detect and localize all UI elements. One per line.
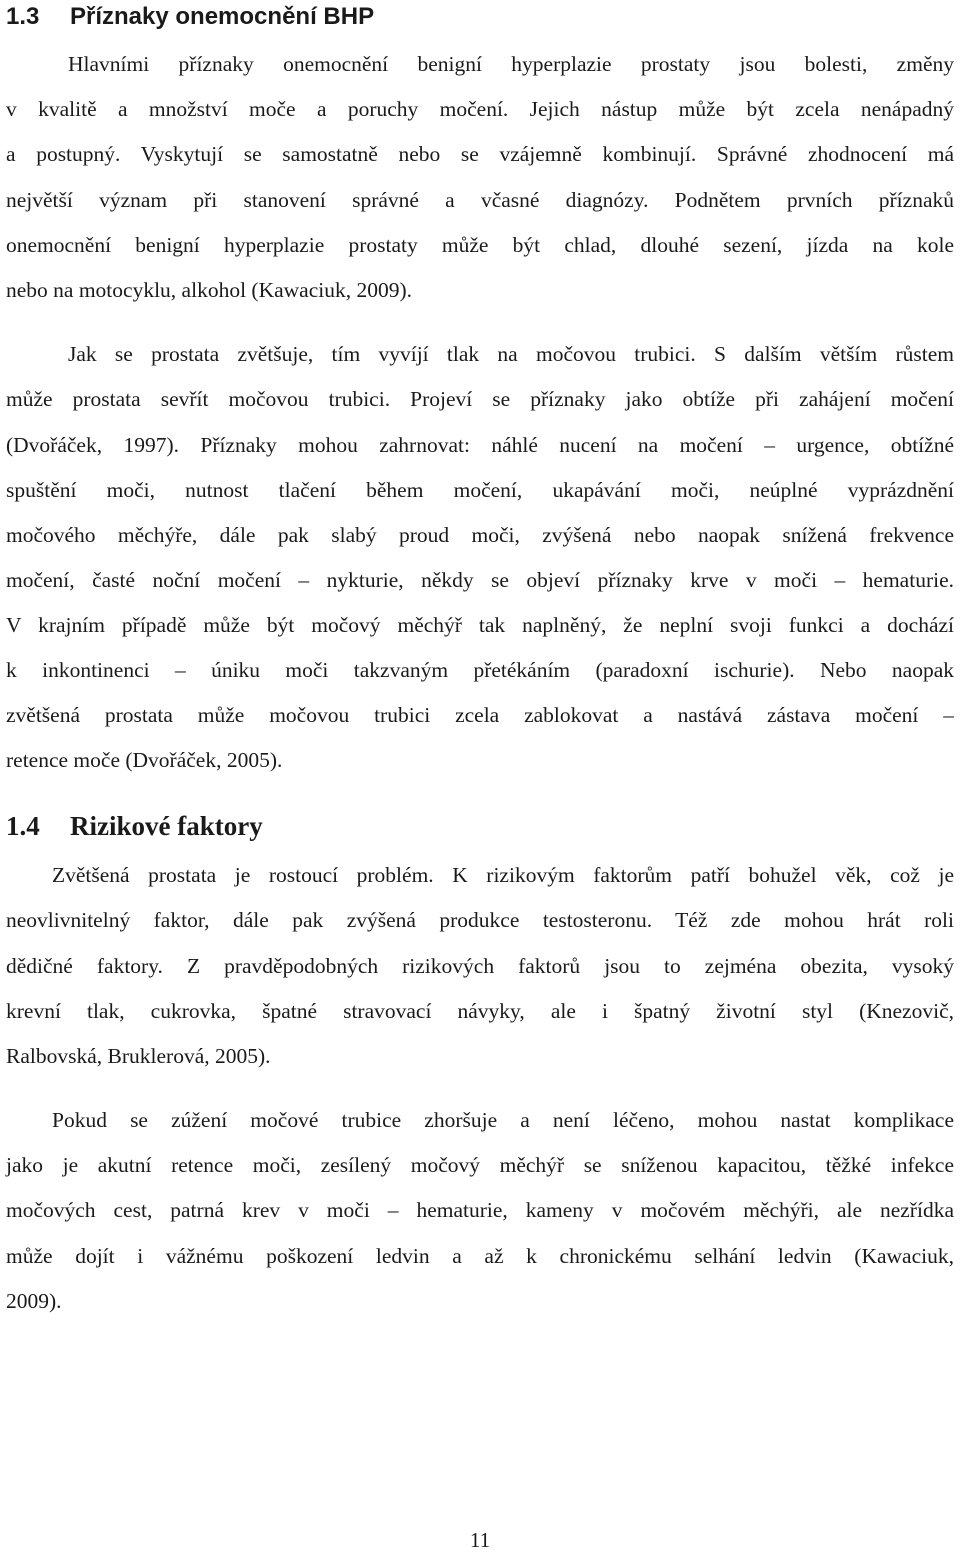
text-line: Pokud se zúžení močové trubice zhoršuje a není léčeno, mohou nastat komplikace: [52, 1108, 954, 1132]
text-line: močových cest, patrná krev v moči – hematurie, kameny v močovém měchýři, ale nezřídka: [6, 1198, 954, 1222]
text-line: může dojít i vážnému poškození ledvin a až k chronickému selhání ledvin (Kawaciuk,: [6, 1244, 954, 1268]
section-title: Příznaky onemocnění BHP: [70, 3, 375, 30]
section-heading-1-3: [6, 2, 374, 32]
section-heading-1-4: [6, 811, 263, 841]
text-line: nebo na motocyklu, alkohol (Kawaciuk, 2009).: [6, 278, 413, 302]
text-line: Jak se prostata zvětšuje, tím vyvíjí tlak na močovou trubici. S dalším větším růstem: [68, 342, 954, 366]
section-number: 1.3: [6, 3, 40, 30]
text-line: v kvalitě a množství moče a poruchy močení. Jejich nástup může být zcela nenápadný: [6, 97, 954, 121]
text-line: dědičné faktory. Z pravděpodobných rizikových faktorů jsou to zejména obezita, vysoký: [6, 954, 954, 978]
section-title: Rizikové faktory: [70, 811, 263, 841]
text-line: Ralbovská, Bruklerová, 2005).: [6, 1044, 271, 1068]
text-line: spuštění moči, nutnost tlačení během močení, ukapávání moči, neúplné vyprázdnění: [6, 478, 954, 502]
text-line: (Dvořáček, 1997). Příznaky mohou zahrnovat: náhlé nucení na močení – urgence, obtížné: [6, 433, 954, 457]
text-line: krevní tlak, cukrovka, špatné stravovací návyky, ale i špatný životní styl (Knezovič,: [6, 999, 954, 1023]
text-line: Zvětšená prostata je rostoucí problém. K rizikovým faktorům patří bohužel věk, což je: [52, 863, 954, 887]
section-number: 1.4: [6, 811, 40, 841]
text-line: retence moče (Dvořáček, 2005).: [6, 748, 283, 772]
text-line: onemocnění benigní hyperplazie prostaty může být chlad, dlouhé sezení, jízda na kole: [6, 233, 954, 257]
text-line: největší význam při stanovení správné a včasné diagnózy. Podnětem prvních příznaků: [6, 188, 954, 212]
text-line: Hlavními příznaky onemocnění benigní hyperplazie prostaty jsou bolesti, změny: [68, 52, 954, 76]
text-line: 2009).: [6, 1289, 62, 1313]
text-line: V krajním případě může být močový měchýř tak naplněný, že neplní svoji funkci a dochází: [6, 613, 954, 637]
text-line: zvětšená prostata může močovou trubici zcela zablokovat a nastává zástava močení –: [6, 703, 954, 727]
text-line: může prostata sevřít močovou trubici. Projeví se příznaky jako obtíže při zahájení močení: [6, 387, 954, 411]
text-line: neovlivnitelný faktor, dále pak zvýšená produkce testosteronu. Též zde mohou hrát roli: [6, 908, 954, 932]
page-number: 11: [469, 1528, 491, 1552]
text-line: jako je akutní retence moči, zesílený močový měchýř se sníženou kapacitou, těžké infekce: [6, 1153, 954, 1177]
text-line: močového měchýře, dále pak slabý proud moči, zvýšená nebo naopak snížená frekvence: [6, 523, 954, 547]
text-line: k inkontinenci – úniku moči takzvaným přetékáním (paradoxní ischurie). Nebo naopak: [6, 658, 954, 682]
text-line: močení, časté noční močení – nykturie, někdy se objeví příznaky krve v moči – hematurie.: [6, 568, 954, 592]
text-line: a postupný. Vyskytují se samostatně nebo se vzájemně kombinují. Správné zhodnocení má: [6, 142, 954, 166]
